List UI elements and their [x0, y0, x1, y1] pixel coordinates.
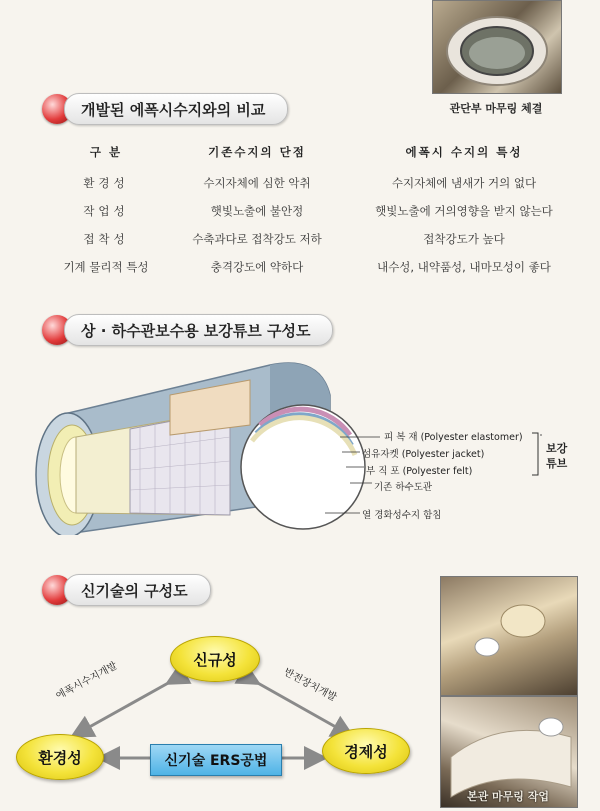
header-category: 구 분: [89, 145, 123, 159]
row-category: 접착성: [83, 232, 129, 246]
label-coating: 피 복 재 (Polyester elastomer): [384, 432, 523, 443]
table-row: [48, 254, 578, 282]
node-environment: 환경성: [16, 734, 104, 780]
table-row: [48, 198, 578, 226]
photo-pipe-end: [432, 0, 562, 94]
comparison-table: [48, 144, 578, 282]
pipe-ring-illustration: [433, 1, 561, 93]
workers-illustration: [441, 577, 577, 695]
label-resin: 열 경화성수지 함침: [362, 510, 442, 521]
brace-label-bottom: 튜브: [546, 457, 568, 470]
row-category: 작업성: [83, 204, 129, 218]
row-category: 환경성: [83, 176, 129, 190]
table-row: [48, 226, 578, 254]
photo-work-1: [440, 576, 578, 696]
section3-header: [42, 572, 211, 608]
center-ers-method: 신기술 ERS공법: [150, 744, 282, 776]
node-economy: 경제성: [322, 728, 410, 774]
header-old-resin: 기존수지의 단점: [208, 145, 306, 159]
header-epoxy: 에폭시 수지의 특성: [405, 145, 523, 159]
section1-header: [42, 91, 288, 127]
arrow-label-epoxy: 에폭시수지개발: [54, 660, 120, 702]
row-epoxy: 수지자체에 냄새가 거의 없다: [391, 176, 537, 190]
arrow-label-reversing-device: 반전장치개발: [281, 666, 339, 704]
table-header-row: [48, 144, 578, 170]
brace-label-top: 보강: [546, 442, 568, 455]
node-novelty: 신규성: [170, 636, 260, 682]
section2-header: [42, 312, 333, 348]
photo-top-caption: 관단부 마무링 체결: [449, 102, 543, 115]
label-fiber-jacket: 섬유자켓 (Polyester jacket): [362, 449, 485, 460]
row-epoxy: 햇빛노출에 거의영향을 받지 않는다: [375, 204, 553, 218]
reinforcement-tube-diagram: [20, 355, 580, 535]
label-existing-pipe: 기존 하수도관: [374, 482, 433, 493]
photo-bottom-caption: 본관 마무링 작업: [466, 790, 550, 803]
row-category: 기계 물리적 특성: [63, 260, 149, 274]
row-old-resin: 햇빛노출에 불안정: [210, 204, 304, 218]
table-row: [48, 170, 578, 198]
row-old-resin: 충격강도에 약하다: [210, 260, 304, 274]
row-old-resin: 수지자체에 심한 악취: [203, 176, 311, 190]
row-epoxy: 접착강도가 높다: [423, 232, 505, 246]
row-old-resin: 수축과다로 접착강도 저하: [192, 232, 322, 246]
label-felt: 부 직 포 (Polyester felt): [366, 466, 473, 477]
section3-title: 신기술의 구성도: [64, 574, 211, 606]
section1-title: 개발된 에폭시수지와의 비교: [64, 93, 288, 125]
row-epoxy: 내수성, 내약품성, 내마모성이 좋다: [377, 260, 551, 274]
section2-title: 상 · 하수관보수용 보강튜브 구성도: [64, 314, 333, 346]
